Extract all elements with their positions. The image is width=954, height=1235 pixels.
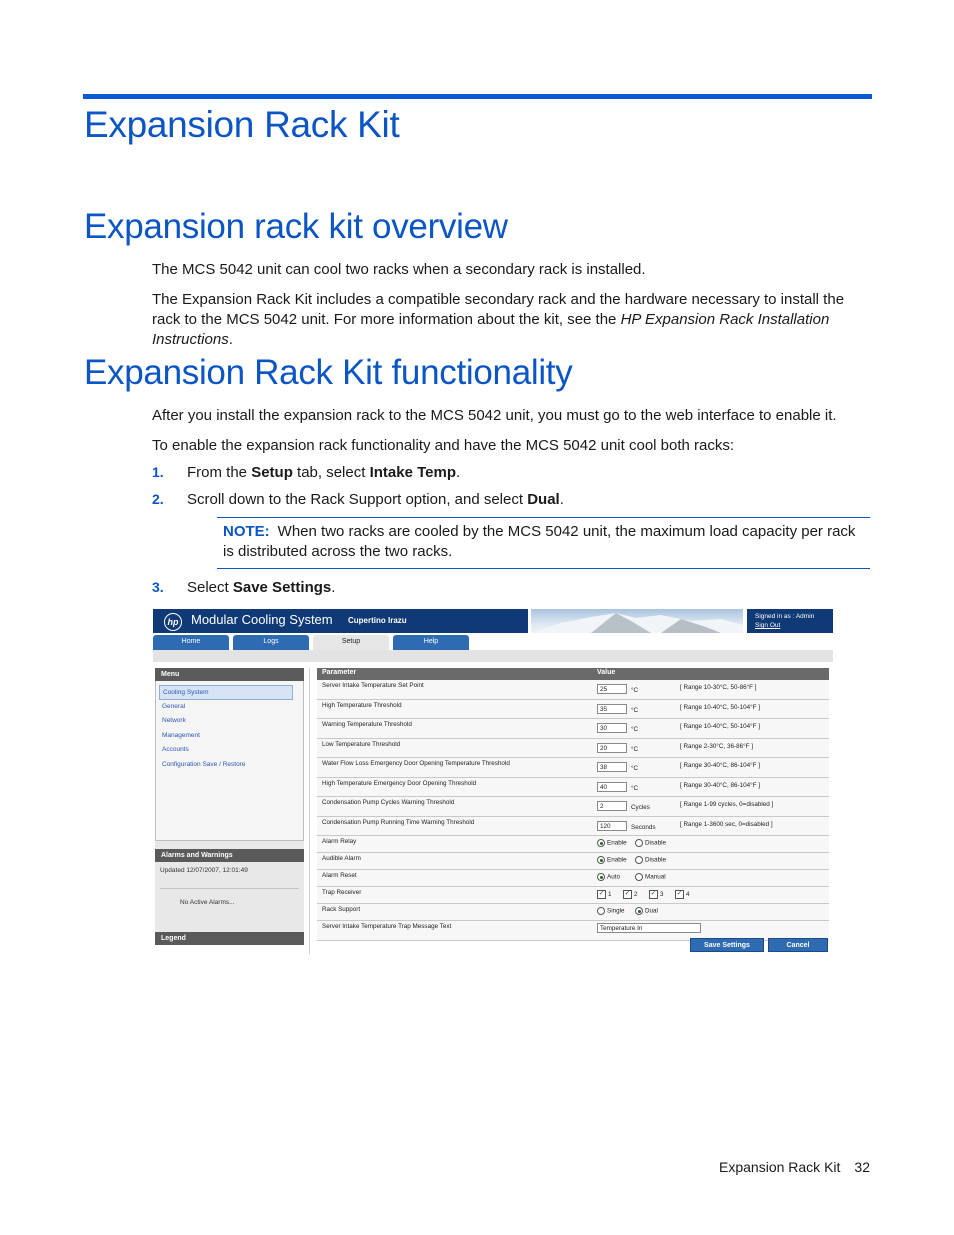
overview-para-2: The Expansion Rack Kit includes a compatible secondary rack and the hardware necessary to install the rack to the MCS 5042 unit. For more information about the kit, see the HP Expansion Rack Installation Instructions. — [152, 291, 845, 348]
low-temp-input[interactable]: 20 — [597, 743, 627, 753]
trap-message-input[interactable]: Temperature In — [597, 923, 701, 933]
warning-temp-input[interactable]: 30 — [597, 723, 627, 733]
rack-support-single-radio[interactable]: Single — [597, 907, 625, 915]
hp-logo: hp — [164, 613, 182, 631]
alarms-heading: Alarms and Warnings — [155, 849, 304, 862]
waterflow-door-input[interactable]: 38 — [597, 762, 627, 772]
chapter-rule — [83, 94, 872, 99]
app-location: Cupertino Irazu — [348, 616, 407, 625]
note-text: When two racks are cooled by the MCS 5042 unit, the maximum load capacity per rack is distributed across the two racks. — [223, 523, 856, 560]
app-banner — [153, 609, 528, 633]
section-title-functionality: Expansion Rack Kit functionality — [84, 353, 573, 392]
menu-item-config-save-restore[interactable]: Configuration Save / Restore — [162, 760, 246, 768]
subtab-strip — [153, 650, 833, 662]
tab-setup[interactable]: Setup — [313, 635, 389, 650]
table-row: Condensation Pump Running Time Warning Threshold 120 Seconds [ Range 1-3600 sec, 0=disabled ] — [317, 817, 829, 837]
menu-heading: Menu — [155, 668, 304, 681]
table-row: Audible Alarm Enable Disable — [317, 853, 829, 870]
col-parameter: Parameter — [322, 669, 357, 676]
tab-help[interactable]: Help — [393, 635, 469, 650]
audible-alarm-disable-radio[interactable]: Disable — [635, 856, 666, 864]
section-title-overview: Expansion rack kit overview — [84, 207, 508, 246]
chapter-title: Expansion Rack Kit — [84, 104, 400, 145]
step-3: 3. Select Save Settings. — [152, 579, 336, 596]
save-settings-button[interactable]: Save Settings — [690, 938, 764, 952]
table-row: Server Intake Temperature Trap Message Text Temperature In — [317, 921, 829, 941]
table-row: Water Flow Loss Emergency Door Opening Temperature Threshold 38 °C [ Range 30-40°C, 86-104°F ] — [317, 758, 829, 778]
high-temp-door-input[interactable]: 40 — [597, 782, 627, 792]
table-row: High Temperature Emergency Door Opening Threshold 40 °C [ Range 30-40°C, 86-104°F ] — [317, 778, 829, 798]
tab-logs[interactable]: Logs — [233, 635, 309, 650]
step-2: 2. Scroll down to the Rack Support option, and select Dual. — [152, 491, 564, 508]
table-row: Alarm Relay Enable Disable — [317, 836, 829, 853]
alarm-relay-disable-radio[interactable]: Disable — [635, 839, 666, 847]
no-active-alarms: No Active Alarms... — [180, 899, 235, 906]
signin-box — [747, 609, 833, 633]
alarms-panel — [155, 862, 304, 924]
alarm-reset-auto-radio[interactable]: Auto — [597, 873, 620, 881]
trap-receiver-1-checkbox[interactable]: ✓ 1 — [598, 890, 612, 899]
menu-item-management[interactable]: Management — [162, 731, 200, 739]
step-1: 1. From the Setup tab, select Intake Temp. — [152, 464, 461, 481]
menu-item-accounts[interactable]: Accounts — [162, 746, 189, 753]
col-value: Value — [597, 669, 616, 676]
web-interface-screenshot — [153, 609, 833, 954]
alarm-reset-manual-radio[interactable]: Manual — [635, 873, 666, 881]
table-row: Alarm Reset Auto Manual — [317, 870, 829, 887]
table-header — [317, 668, 829, 680]
rack-support-dual-radio[interactable]: Dual — [635, 907, 658, 915]
functionality-para-1: After you install the expansion rack to the MCS 5042 unit, you must go to the web interface to enable it. — [152, 407, 837, 424]
mountain-banner-image — [531, 609, 743, 633]
table-row: Rack Support Single Dual — [317, 904, 829, 921]
page-number: 32 — [854, 1159, 870, 1175]
overview-para-1: The MCS 5042 unit can cool two racks when a secondary rack is installed. — [152, 261, 646, 278]
setpoint-input[interactable]: 25 — [597, 684, 627, 694]
settings-table — [317, 668, 829, 941]
table-row: High Temperature Threshold 35 °C [ Range 10-40°C, 50-104°F ] — [317, 700, 829, 720]
app-title: Modular Cooling System — [191, 612, 333, 627]
audible-alarm-enable-radio[interactable]: Enable — [597, 856, 627, 864]
footer-title: Expansion Rack Kit — [719, 1159, 841, 1175]
trap-receiver-2-checkbox[interactable]: ✓ 2 — [624, 890, 638, 899]
note-box — [217, 517, 870, 569]
table-row: Condensation Pump Cycles Warning Threshold 2 Cycles [ Range 1-99 cycles, 0=disabled ] — [317, 797, 829, 817]
tab-home[interactable]: Home — [153, 635, 229, 650]
trap-receiver-3-checkbox[interactable]: ✓ 3 — [650, 890, 664, 899]
menu-item-network[interactable]: Network — [162, 717, 186, 724]
signed-in-text: Signed in as : Admin — [755, 613, 815, 620]
high-temp-input[interactable]: 35 — [597, 704, 627, 714]
legend-heading[interactable]: Legend — [155, 932, 304, 945]
pump-cycles-input[interactable]: 2 — [597, 801, 627, 811]
alarm-relay-enable-radio[interactable]: Enable — [597, 839, 627, 847]
cancel-button[interactable]: Cancel — [768, 938, 828, 952]
doc-reference: HP Expansion Rack Installation Instructions — [152, 311, 830, 348]
note-label: NOTE: — [223, 523, 270, 540]
table-row: Warning Temperature Threshold 30 °C [ Range 10-40°C, 50-104°F ] — [317, 719, 829, 739]
functionality-para-2: To enable the expansion rack functionality and have the MCS 5042 unit cool both racks: — [152, 437, 735, 454]
menu-item-cooling-system[interactable]: Cooling System — [159, 685, 293, 700]
pump-time-input[interactable]: 120 — [597, 821, 627, 831]
table-row: Trap Receiver ✓ 1 ✓ 2 ✓ 3 ✓ 4 — [317, 887, 829, 904]
alarms-updated: Updated 12/07/2007, 12:01:49 — [160, 867, 248, 874]
menu-item-general[interactable]: General — [162, 702, 186, 710]
sidebar — [155, 668, 304, 945]
page-footer — [719, 1159, 870, 1175]
column-divider — [309, 668, 310, 954]
tab-bar — [153, 635, 833, 650]
table-row: Low Temperature Threshold 20 °C [ Range 2-30°C, 36-86°F ] — [317, 739, 829, 759]
trap-receiver-4-checkbox[interactable]: ✓ 4 — [676, 890, 690, 899]
menu-list — [155, 681, 304, 841]
sign-out-link[interactable]: Sign Out — [755, 622, 781, 629]
table-row: Server Intake Temperature Set Point 25 °C [ Range 10-30°C, 50-86°F ] — [317, 680, 829, 700]
